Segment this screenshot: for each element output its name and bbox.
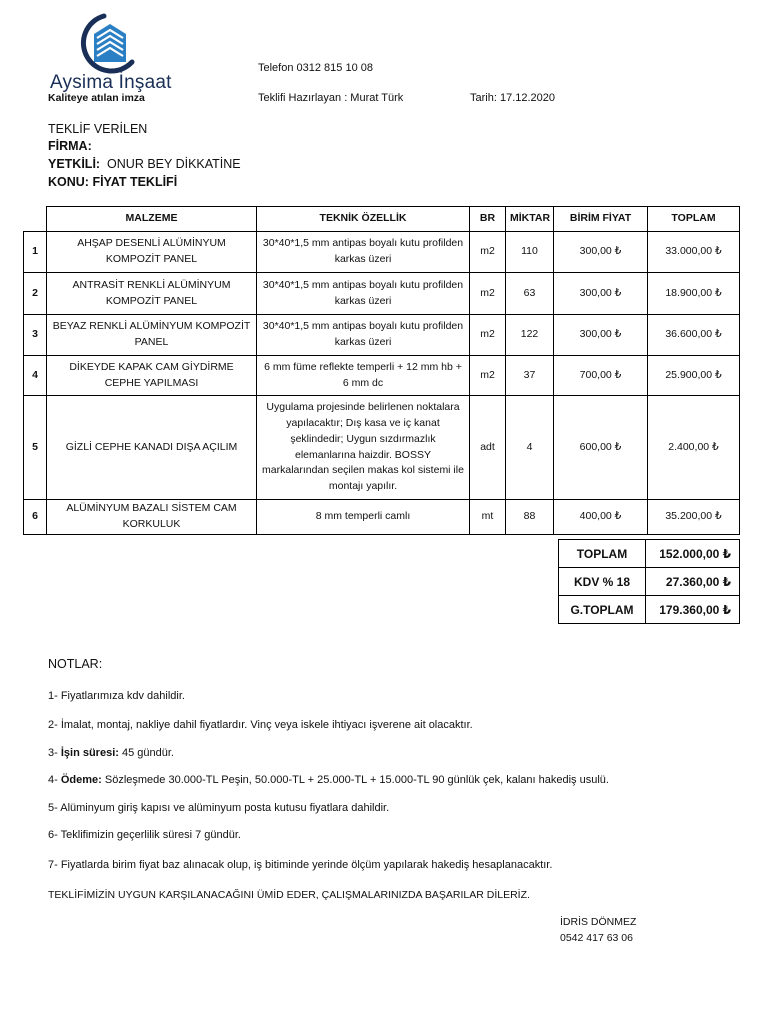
table-row (24, 356, 740, 396)
row-unit: adt (470, 396, 506, 500)
row-material: DİKEYDE KAPAK CAM GİYDİRME CEPHE YAPILMASI (47, 356, 257, 396)
note-3-prefix: 3- (48, 747, 61, 759)
signatory-phone: 0542 417 63 06 (560, 932, 633, 944)
grand-total-label: G.TOPLAM (559, 596, 646, 624)
row-unit: m2 (470, 232, 506, 273)
note-7: 7- Fiyatlarda birim fiyat baz alınacak olup, iş bitiminde yerinde ölçüm yapılarak hakediş hesaplanacaktır. (48, 859, 553, 871)
row-unit-price: 300,00 ₺ (554, 315, 648, 356)
row-number: 5 (24, 396, 47, 500)
row-spec: 30*40*1,5 mm antipas boyalı kutu profilden karkas üzeri (257, 315, 470, 356)
subject-line: KONU: FİYAT TEKLİFİ (48, 175, 178, 189)
table-row (24, 232, 740, 273)
row-number: 1 (24, 232, 47, 273)
note-4-label: Ödeme: (60, 774, 102, 786)
authority-label: YETKİLİ: (48, 157, 101, 171)
row-unit: m2 (470, 315, 506, 356)
row-unit-price: 300,00 ₺ (554, 273, 648, 315)
row-number: 6 (24, 500, 47, 535)
vat-label: KDV % 18 (559, 568, 646, 596)
table-header-row (24, 207, 740, 232)
header-blank (24, 207, 47, 232)
row-unit: m2 (470, 356, 506, 396)
row-qty: 122 (506, 315, 554, 356)
firm-label: FİRMA: (48, 139, 92, 153)
offer-to-label: TEKLİF VERİLEN (48, 122, 148, 136)
note-6: 6- Teklifimizin geçerlilik süresi 7 gündür. (48, 829, 241, 841)
note-5: 5- Alüminyum giriş kapısı ve alüminyum posta kutusu fiyatlara dahildir. (48, 802, 390, 814)
header-unit: BR (470, 207, 506, 232)
row-material: ALÜMİNYUM BAZALI SİSTEM CAM KORKULUK (47, 500, 257, 535)
row-unit-price: 700,00 ₺ (554, 356, 648, 396)
note-3-text: 45 gündür. (118, 747, 174, 759)
subtotal-label: TOPLAM (559, 540, 646, 568)
row-spec: 6 mm füme reflekte temperli + 12 mm hb + 6 mm dc (257, 356, 470, 396)
note-4-prefix: 4- (48, 774, 61, 786)
header-material: MALZEME (47, 207, 257, 232)
row-material: ANTRASİT RENKLİ ALÜMİNYUM KOMPOZİT PANEL (47, 273, 257, 315)
row-total: 2.400,00 ₺ (648, 396, 740, 500)
vat-row (559, 568, 740, 596)
prepared-by: Teklifi Hazırlayan : Murat Türk (258, 92, 404, 104)
row-material: AHŞAP DESENLİ ALÜMİNYUM KOMPOZİT PANEL (47, 232, 257, 273)
totals-table (558, 539, 740, 624)
signatory-name: İDRİS DÖNMEZ (560, 916, 637, 928)
row-qty: 88 (506, 500, 554, 535)
row-spec: Uygulama projesinde belirlenen noktalara yapılacaktır; Dış kasa ve iç kanat şeklindedir; Uygun sızdırmazlık elemanlarına haizdir. BOSSY markalarından seçilen makas kol sistemi ile montajı yapılır. (257, 396, 470, 500)
company-phone: Telefon 0312 815 10 08 (258, 62, 373, 74)
row-total: 18.900,00 ₺ (648, 273, 740, 315)
notes-title: NOTLAR: (48, 657, 103, 671)
row-total: 36.600,00 ₺ (648, 315, 740, 356)
row-qty: 110 (506, 232, 554, 273)
grand-total-row (559, 596, 740, 624)
row-number: 3 (24, 315, 47, 356)
row-total: 33.000,00 ₺ (648, 232, 740, 273)
subtotal-row (559, 540, 740, 568)
authority-value: ONUR BEY DİKKATİNE (107, 157, 241, 171)
brand-slogan: Kaliteye atılan imza (48, 92, 145, 104)
row-qty: 4 (506, 396, 554, 500)
brand-name: Aysima İnşaat (50, 72, 172, 93)
header-qty: MİKTAR (506, 207, 554, 232)
row-spec: 30*40*1,5 mm antipas boyalı kutu profilden karkas üzeri (257, 273, 470, 315)
table-row (24, 273, 740, 315)
note-4-text: Sözleşmede 30.000-TL Peşin, 50.000-TL + 25.000-TL + 15.000-TL 90 günlük çek, kalanı hakediş usulü. (101, 774, 609, 786)
note-3 (48, 747, 174, 759)
table-row (24, 315, 740, 356)
closing-text: TEKLİFİMİZİN UYGUN KARŞILANACAĞINI ÜMİD EDER, ÇALIŞMALARINIZDA BAŞARILAR DİLERİZ. (48, 889, 530, 901)
table-row (24, 396, 740, 500)
row-spec: 8 mm temperli camlı (257, 500, 470, 535)
row-unit-price: 600,00 ₺ (554, 396, 648, 500)
authority-line (48, 157, 241, 171)
row-number: 2 (24, 273, 47, 315)
vat-value: 27.360,00 ₺ (646, 568, 740, 596)
note-4 (48, 774, 609, 786)
offer-date: Tarih: 17.12.2020 (470, 92, 556, 104)
row-qty: 63 (506, 273, 554, 315)
row-material: GİZLİ CEPHE KANADI DIŞA AÇILIM (47, 396, 257, 500)
header-total: TOPLAM (648, 207, 740, 232)
row-total: 35.200,00 ₺ (648, 500, 740, 535)
note-1: 1- Fiyatlarımıza kdv dahildir. (48, 690, 185, 702)
row-unit: mt (470, 500, 506, 535)
grand-total-value: 179.360,00 ₺ (646, 596, 740, 624)
row-total: 25.900,00 ₺ (648, 356, 740, 396)
row-unit: m2 (470, 273, 506, 315)
row-spec: 30*40*1,5 mm antipas boyalı kutu profilden karkas üzeri (257, 232, 470, 273)
header-unit-price: BİRİM FİYAT (554, 207, 648, 232)
note-2: 2- İmalat, montaj, nakliye dahil fiyatlardır. Vinç veya iskele ihtiyacı işverene ait olacaktır. (48, 719, 473, 731)
row-unit-price: 300,00 ₺ (554, 232, 648, 273)
logo-building-icon (64, 12, 154, 74)
table-row (24, 500, 740, 535)
row-unit-price: 400,00 ₺ (554, 500, 648, 535)
row-material: BEYAZ RENKLİ ALÜMİNYUM KOMPOZİT PANEL (47, 315, 257, 356)
header-spec: TEKNİK ÖZELLİK (257, 207, 470, 232)
subtotal-value: 152.000,00 ₺ (646, 540, 740, 568)
row-number: 4 (24, 356, 47, 396)
note-3-label: İşin süresi: (60, 747, 119, 759)
row-qty: 37 (506, 356, 554, 396)
price-table (23, 206, 740, 535)
